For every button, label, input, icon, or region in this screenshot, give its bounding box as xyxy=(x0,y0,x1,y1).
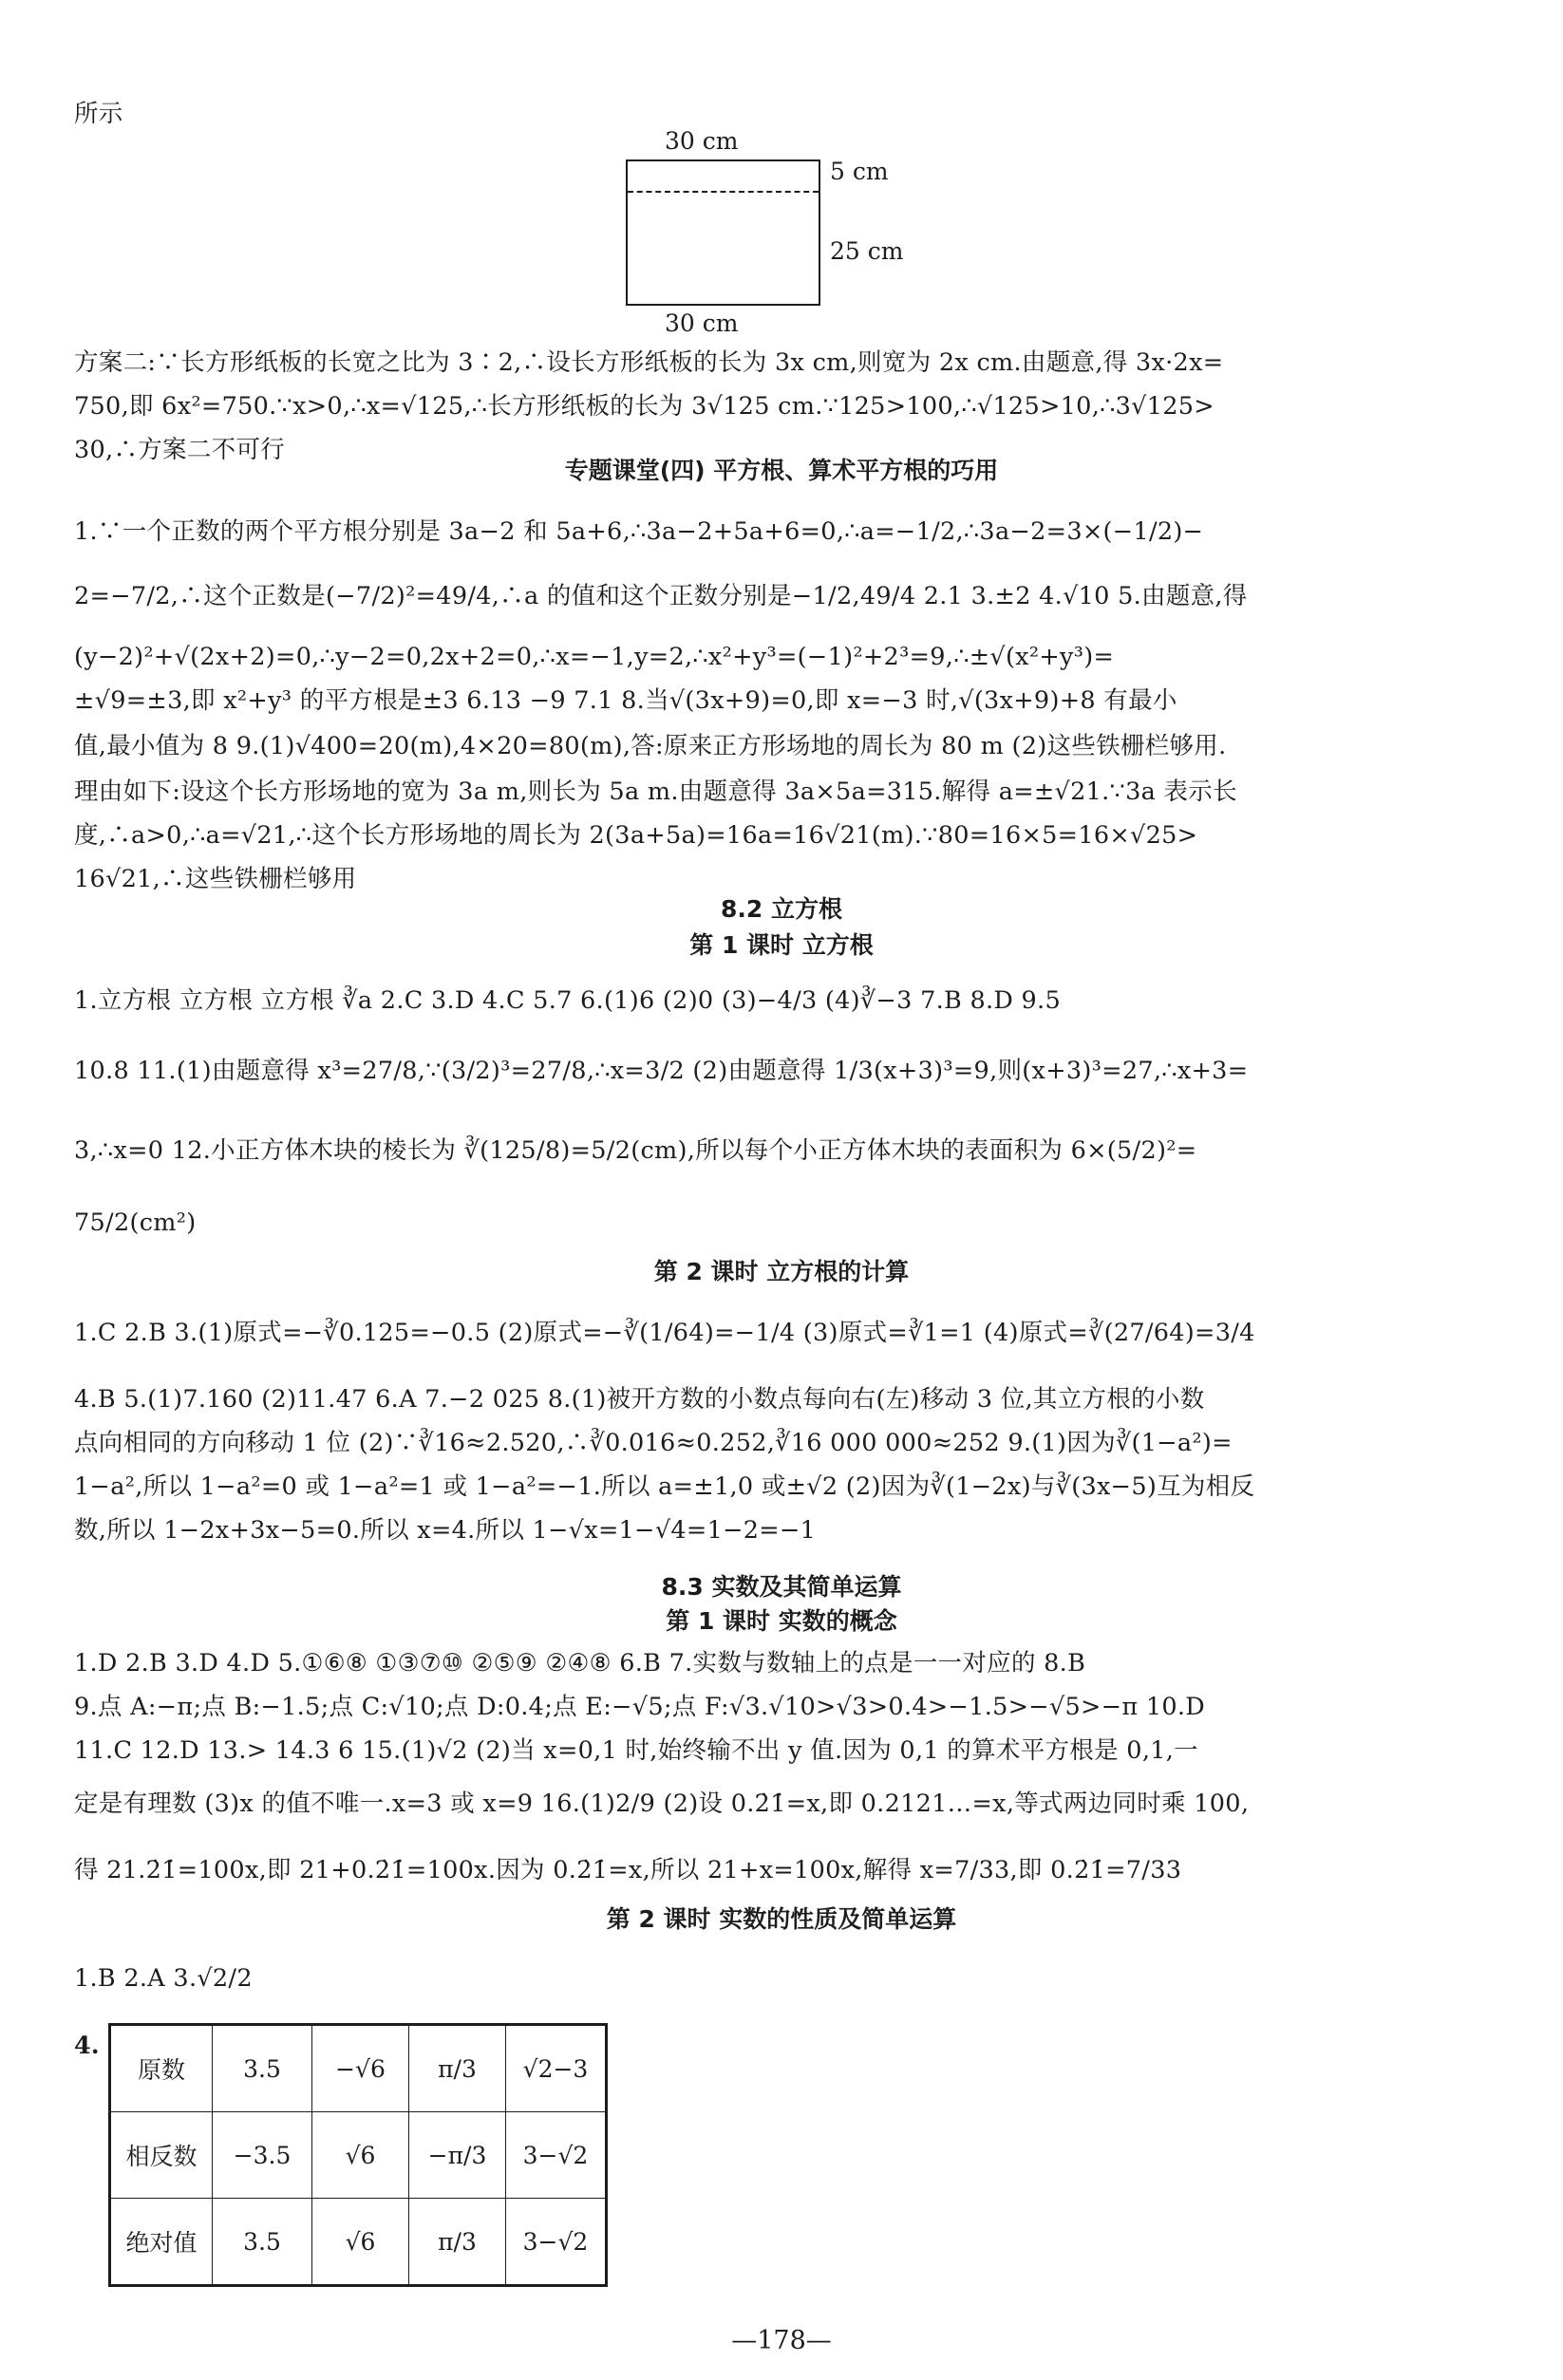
text-line: 得 21.2̇1̇=100x,即 21+0.2̇1̇=100x.因为 0.2̇1̇=x,所以 21+x=100x,解得 x=7/33,即 0.2̇1̇=7/33 xyxy=(74,1856,1182,1884)
text-line: 1−a²,所以 1−a²=0 或 1−a²=1 或 1−a²=−1.所以 a=±1,0 或±√2 (2)因为∛(1−2x)与∛(3x−5)互为相反 xyxy=(74,1472,1255,1501)
section-title: 8.2 立方根 xyxy=(721,895,842,923)
text-line: 1.B 2.A 3.√2/2 xyxy=(74,1964,253,1993)
table-cell: −3.5 xyxy=(213,2112,312,2199)
text-line: (y−2)²+√(2x+2)=0,∴y−2=0,2x+2=0,∴x=−1,y=2,∴x²+y³=(−1)²+2³=9,∴±√(x²+y³)= xyxy=(74,643,1115,671)
table-cell: π/3 xyxy=(409,2199,506,2286)
text-line: 1.立方根 立方根 立方根 ∛a 2.C 3.D 4.C 5.7 6.(1)6 (2)0 (3)−4/3 (4)∛−3 7.B 8.D 9.5 xyxy=(74,986,1061,1015)
table-cell: √2−3 xyxy=(506,2025,607,2112)
table-cell: √6 xyxy=(312,2112,409,2199)
text-line: 750,即 6x²=750.∵x>0,∴x=√125,∴长方形纸板的长为 3√125 cm.∵125>100,∴√125>10,∴3√125> xyxy=(74,392,1215,421)
text-line: 16√21,∴这些铁栅栏够用 xyxy=(74,865,357,893)
figure-right-bottom-label: 25 cm xyxy=(830,237,904,265)
page-number: —178— xyxy=(731,2326,832,2355)
text-line: 30,∴方案二不可行 xyxy=(74,436,286,464)
row-label: 绝对值 xyxy=(110,2199,213,2286)
table-cell: π/3 xyxy=(409,2025,506,2112)
text-line: ±√9=±3,即 x²+y³ 的平方根是±3 6.13 −9 7.1 8.当√(3x+9)=0,即 x=−3 时,√(3x+9)+8 有最小 xyxy=(74,686,1177,715)
text-line: 2=−7/2,∴这个正数是(−7/2)²=49/4,∴a 的值和这个正数分别是−1/2,49/4 2.1 3.±2 4.√10 5.由题意,得 xyxy=(74,582,1248,610)
row-label: 相反数 xyxy=(110,2112,213,2199)
section-title: 专题课堂(四) 平方根、算术平方根的巧用 xyxy=(564,457,999,484)
table-cell: −π/3 xyxy=(409,2112,506,2199)
text-line: 点向相同的方向移动 1 位 (2)∵∛16≈2.520,∴∛0.016≈0.252,∛16 000 000≈252 9.(1)因为∛(1−a²)= xyxy=(74,1429,1233,1457)
table-cell: −√6 xyxy=(312,2025,409,2112)
text-line: 度,∴a>0,∴a=√21,∴这个长方形场地的周长为 2(3a+5a)=16a=16√21(m).∵80=16×5=16×√25> xyxy=(74,821,1198,850)
text-line: 1.∵一个正数的两个平方根分别是 3a−2 和 5a+6,∴3a−2+5a+6=0,∴a=−1/2,∴3a−2=3×(−1/2)− xyxy=(74,517,1204,546)
question-number: 4. xyxy=(74,2032,100,2060)
table-cell: 3−√2 xyxy=(506,2199,607,2286)
text-line: 数,所以 1−2x+3x−5=0.所以 x=4.所以 1−√x=1−√4=1−2=−1 xyxy=(74,1516,817,1545)
table-cell: 3−√2 xyxy=(506,2112,607,2199)
text-line: 1.C 2.B 3.(1)原式=−∛0.125=−0.5 (2)原式=−∛(1/64)=−1/4 (3)原式=∛1=1 (4)原式=∛(27/64)=3/4 xyxy=(74,1319,1255,1347)
text-line: 9.点 A:−π;点 B:−1.5;点 C:√10;点 D:0.4;点 E:−√5;点 F:√3.√10>√3>0.4>−1.5>−√5>−π 10.D xyxy=(74,1693,1206,1721)
table-row xyxy=(110,2112,607,2199)
figure-right-top-label: 5 cm xyxy=(830,158,889,185)
text-line: 1.D 2.B 3.D 4.D 5.①⑥⑧ ①③⑦⑩ ②⑤⑨ ②④⑧ 6.B 7.实数与数轴上的点是一一对应的 8.B xyxy=(74,1649,1086,1677)
lesson-title: 第 1 课时 实数的概念 xyxy=(666,1607,897,1635)
lesson-title: 第 1 课时 立方根 xyxy=(689,931,874,959)
text-line: 方案二:∵长方形纸板的长宽之比为 3∶2,∴设长方形纸板的长为 3x cm,则宽为 2x cm.由题意,得 3x·2x= xyxy=(74,348,1224,377)
row-label: 原数 xyxy=(110,2025,213,2112)
text-line: 75/2(cm²) xyxy=(74,1209,197,1237)
lesson-title: 第 2 课时 立方根的计算 xyxy=(653,1258,910,1285)
table-row xyxy=(110,2025,607,2112)
section-title: 8.3 实数及其简单运算 xyxy=(661,1573,902,1601)
table-cell: √6 xyxy=(312,2199,409,2286)
table-cell: 3.5 xyxy=(213,2199,312,2286)
fold-dashed-line xyxy=(628,191,819,193)
intro-text: 所示 xyxy=(74,100,123,128)
text-line: 11.C 12.D 13.> 14.3 6 15.(1)√2 (2)当 x=0,1 时,始终输不出 y 值.因为 0,1 的算术平方根是 0,1,一 xyxy=(74,1736,1198,1765)
lesson-title: 第 2 课时 实数的性质及简单运算 xyxy=(606,1905,957,1933)
text-line: 值,最小值为 8 9.(1)√400=20(m),4×20=80(m),答:原来正方形场地的周长为 80 m (2)这些铁栅栏够用. xyxy=(74,732,1227,760)
board-rectangle xyxy=(626,159,820,306)
text-line: 10.8 11.(1)由题意得 x³=27/8,∵(3/2)³=27/8,∴x=3/2 (2)由题意得 1/3(x+3)³=9,则(x+3)³=27,∴x+3= xyxy=(74,1057,1249,1085)
text-line: 理由如下:设这个长方形场地的宽为 3a m,则长为 5a m.由题意得 3a×5a=315.解得 a=±√21.∵3a 表示长 xyxy=(74,778,1237,806)
text-line: 3,∴x=0 12.小正方体木块的棱长为 ∛(125/8)=5/2(cm),所以每个小正方体木块的表面积为 6×(5/2)²= xyxy=(74,1136,1197,1165)
text-line: 定是有理数 (3)x 的值不唯一.x=3 或 x=9 16.(1)2/9 (2)设 0.2̇1̇=x,即 0.2121…=x,等式两边同时乘 100, xyxy=(74,1790,1250,1818)
figure-bottom-label: 30 cm xyxy=(665,309,739,337)
table-row xyxy=(110,2199,607,2286)
values-table xyxy=(108,2023,608,2287)
figure-top-label: 30 cm xyxy=(665,127,739,155)
text-line: 4.B 5.(1)7.160 (2)11.47 6.A 7.−2 025 8.(1)被开方数的小数点每向右(左)移动 3 位,其立方根的小数 xyxy=(74,1385,1205,1414)
table-cell: 3.5 xyxy=(213,2025,312,2112)
